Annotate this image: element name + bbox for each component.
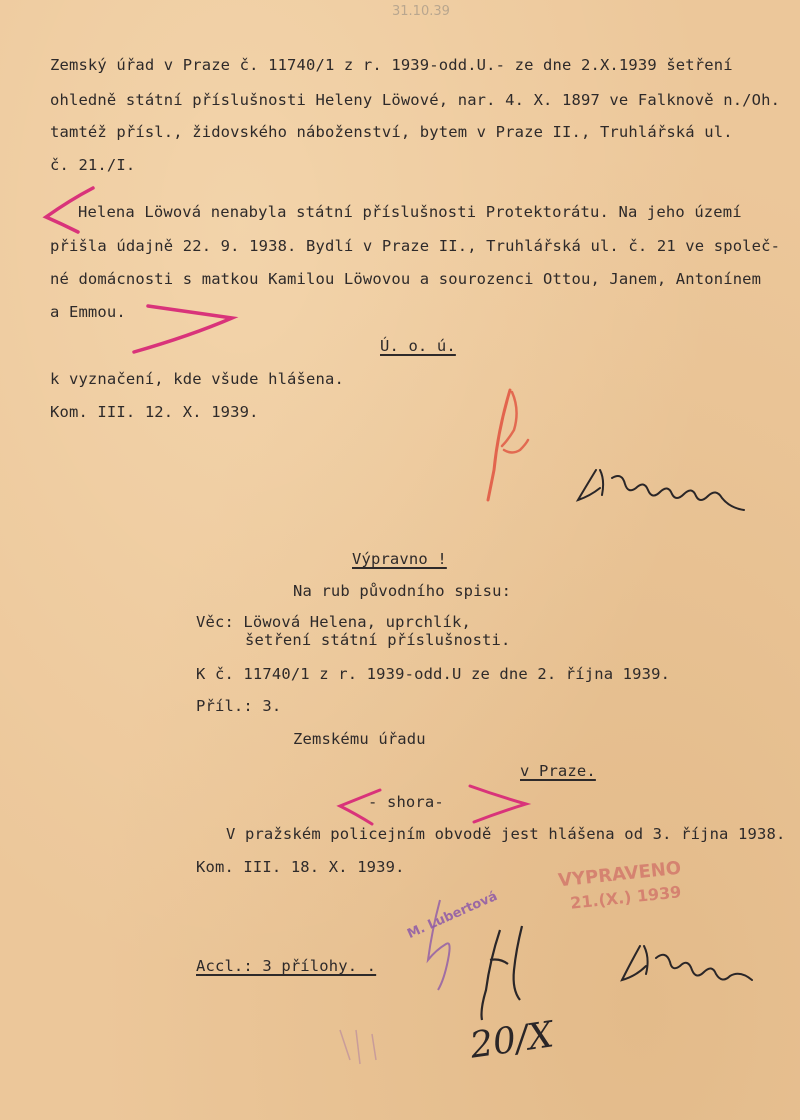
subject-line-1: Věc: Löwová Helena, uprchlík, xyxy=(196,613,471,631)
body-line-4: a Emmou. xyxy=(50,303,126,321)
body-line-1: Helena Löwová nenabyla státní příslušnosti Protektorátu. Na jeho území xyxy=(78,203,742,221)
reverse-note: Na rub původního spisu: xyxy=(293,582,512,600)
recipient-line-1: Zemskému úřadu xyxy=(293,730,426,748)
reference-line: K č. 11740/1 z r. 1939-odd.U ze dne 2. října 1939. xyxy=(196,665,671,683)
name-stamp: M. Lubertová xyxy=(405,888,500,943)
header-line-1: Zemský úřad v Praze č. 11740/1 z r. 1939-odd.U.- ze dne 2.X.1939 šetření xyxy=(50,56,733,74)
date-line-1: Kom. III. 12. X. 1939. xyxy=(50,403,259,421)
handwritten-date-note: 20/X xyxy=(467,1014,557,1067)
shora-line: - shora- xyxy=(368,793,444,811)
dispatch-stamp-date: 21.(X.) 1939 xyxy=(569,882,683,913)
body-line-3: né domácnosti s matkou Kamilou Löwovou a sourozenci Ottou, Janem, Antonínem xyxy=(50,270,762,288)
subject-line-2: šetření státní příslušnosti. xyxy=(245,631,511,649)
attachments-line: Příl.: 3. xyxy=(196,697,282,715)
dispatch-heading: Výpravno ! xyxy=(352,550,447,568)
header-line-2: ohledně státní příslušnosti Heleny Löwové, nar. 4. X. 1897 ve Falknově n./Oh. xyxy=(50,91,781,109)
date-line-2: Kom. III. 18. X. 1939. xyxy=(196,858,405,876)
dispatch-stamp: VYPRAVENO xyxy=(557,857,683,892)
registration-line: V pražském policejním obvodě jest hlášena od 3. října 1938. xyxy=(226,825,786,843)
header-line-4: č. 21./I. xyxy=(50,156,136,174)
attachments-count: Accl.: 3 přílohy. . xyxy=(196,957,377,975)
body-line-2: přišla údajně 22. 9. 1938. Bydlí v Praze II., Truhlářská ul. č. 21 ve společ- xyxy=(50,237,781,255)
office-abbreviation: Ú. o. ú. xyxy=(380,337,456,355)
header-line-3: tamtéž přísl., židovského náboženství, bytem v Praze II., Truhlářská ul. xyxy=(50,123,733,141)
top-pencil-note: 31.10.39 xyxy=(392,4,450,19)
recipient-line-2: v Praze. xyxy=(520,762,596,780)
instruction-line: k vyznačení, kde všude hlášena. xyxy=(50,370,344,388)
